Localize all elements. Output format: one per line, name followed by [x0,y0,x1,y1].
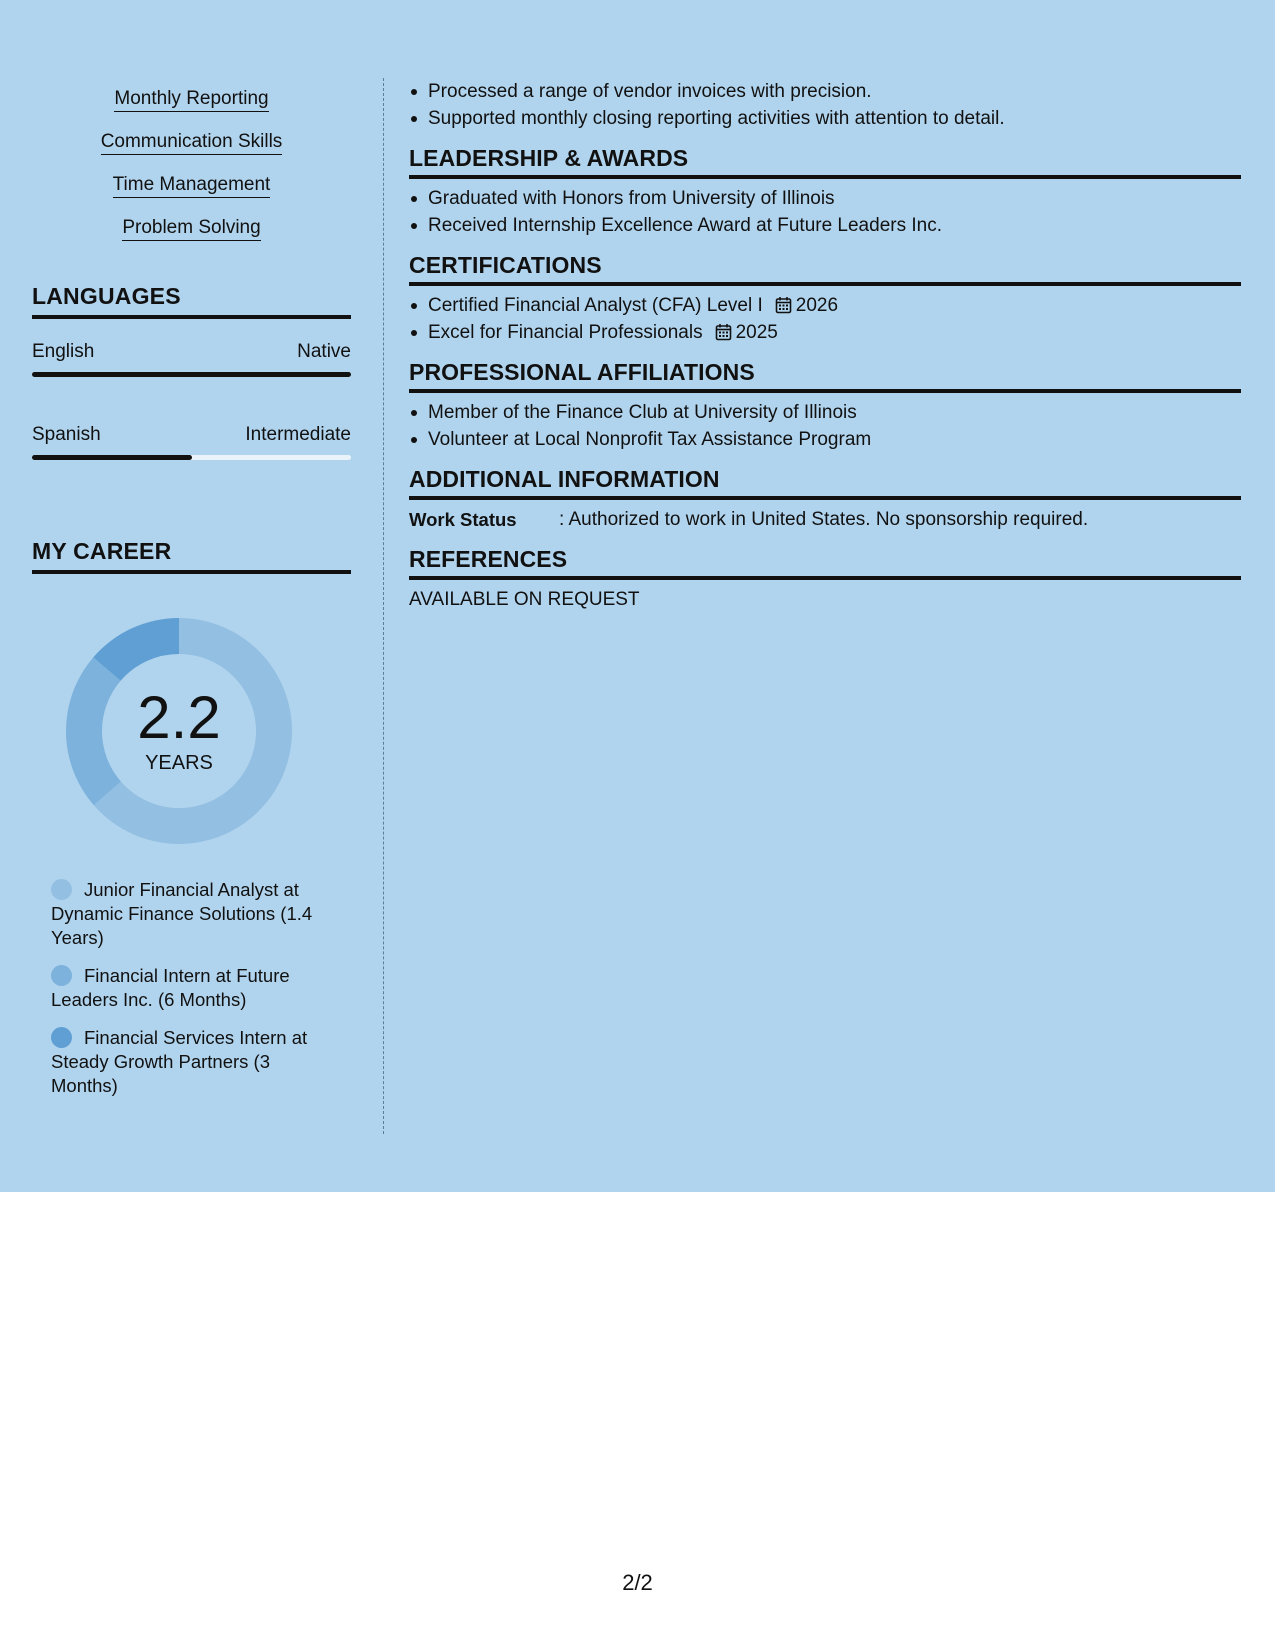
legend-item [51,878,331,950]
legend-label: Financial Services Intern at Steady Growth Partners (3 Months) [51,1027,308,1096]
certification-item [409,292,1241,319]
bullet-item: Graduated with Honors from University of Illinois [409,185,1241,212]
languages-heading: LANGUAGES [32,283,351,319]
legend-dot [51,879,72,900]
work-status-label: Work Status [409,509,517,530]
legend-item [51,1026,331,1098]
language-proficiency-fill [32,372,351,377]
legend-dot [51,965,72,986]
certifications-list [409,292,1241,346]
language-spanish [32,424,351,460]
work-status-row [409,506,1241,533]
legend-label: Financial Intern at Future Leaders Inc. (6 Months) [51,965,290,1010]
language-level: Intermediate [245,424,351,445]
language-level: Native [297,341,351,362]
certification-name: Excel for Financial Professionals [428,322,703,343]
language-name: English [32,341,95,362]
bullet-item: Volunteer at Local Nonprofit Tax Assistance Program [409,426,1241,453]
experience-bullets [409,78,1241,132]
language-proficiency-bar [32,372,351,377]
leadership-heading: LEADERSHIP & AWARDS [409,145,1241,179]
leadership-list [409,185,1241,239]
affiliations-heading: PROFESSIONAL AFFILIATIONS [409,359,1241,393]
career-heading: MY CAREER [32,538,351,574]
language-proficiency-fill [32,455,192,460]
career-legend [51,878,331,1098]
skill-item [32,130,351,153]
career-total-unit: YEARS [145,752,213,774]
skill-item [32,173,351,196]
skill-label: Communication Skills [101,131,283,155]
calendar-icon [715,323,732,341]
work-status-value: : Authorized to work in United States. No sponsorship required. [559,509,1089,530]
legend-item [51,964,331,1012]
bullet-item: Member of the Finance Club at University of Illinois [409,399,1241,426]
skill-item [32,87,351,110]
additional-info-heading: ADDITIONAL INFORMATION [409,466,1241,500]
bullet-item: Supported monthly closing reporting activities with attention to detail. [409,105,1241,132]
legend-label: Junior Financial Analyst at Dynamic Finance Solutions (1.4 Years) [51,879,313,948]
skill-label: Monthly Reporting [114,88,268,112]
bullet-item: Processed a range of vendor invoices with precision. [409,78,1241,105]
language-name: Spanish [32,424,101,445]
skill-label: Time Management [113,174,271,198]
language-english [32,341,351,377]
main-column [409,78,1241,613]
certifications-heading: CERTIFICATIONS [409,252,1241,286]
certification-year: 2025 [735,322,778,343]
column-divider [383,78,384,1134]
skill-label: Problem Solving [122,217,260,241]
affiliations-list [409,399,1241,453]
sidebar [32,76,351,1112]
legend-dot [51,1027,72,1048]
career-donut-chart [66,618,292,844]
certification-item [409,319,1241,346]
career-total-years: 2.2 [137,684,221,751]
language-proficiency-bar [32,455,351,460]
certification-name: Certified Financial Analyst (CFA) Level I [428,295,763,316]
references-heading: REFERENCES [409,546,1241,580]
page-number: 2/2 [622,1570,653,1595]
certification-year: 2026 [795,295,839,316]
skills-list [32,87,351,239]
bullet-item: Received Internship Excellence Award at Future Leaders Inc. [409,212,1241,239]
skill-item [32,216,351,239]
calendar-icon [775,296,792,314]
references-text: AVAILABLE ON REQUEST [409,589,640,610]
